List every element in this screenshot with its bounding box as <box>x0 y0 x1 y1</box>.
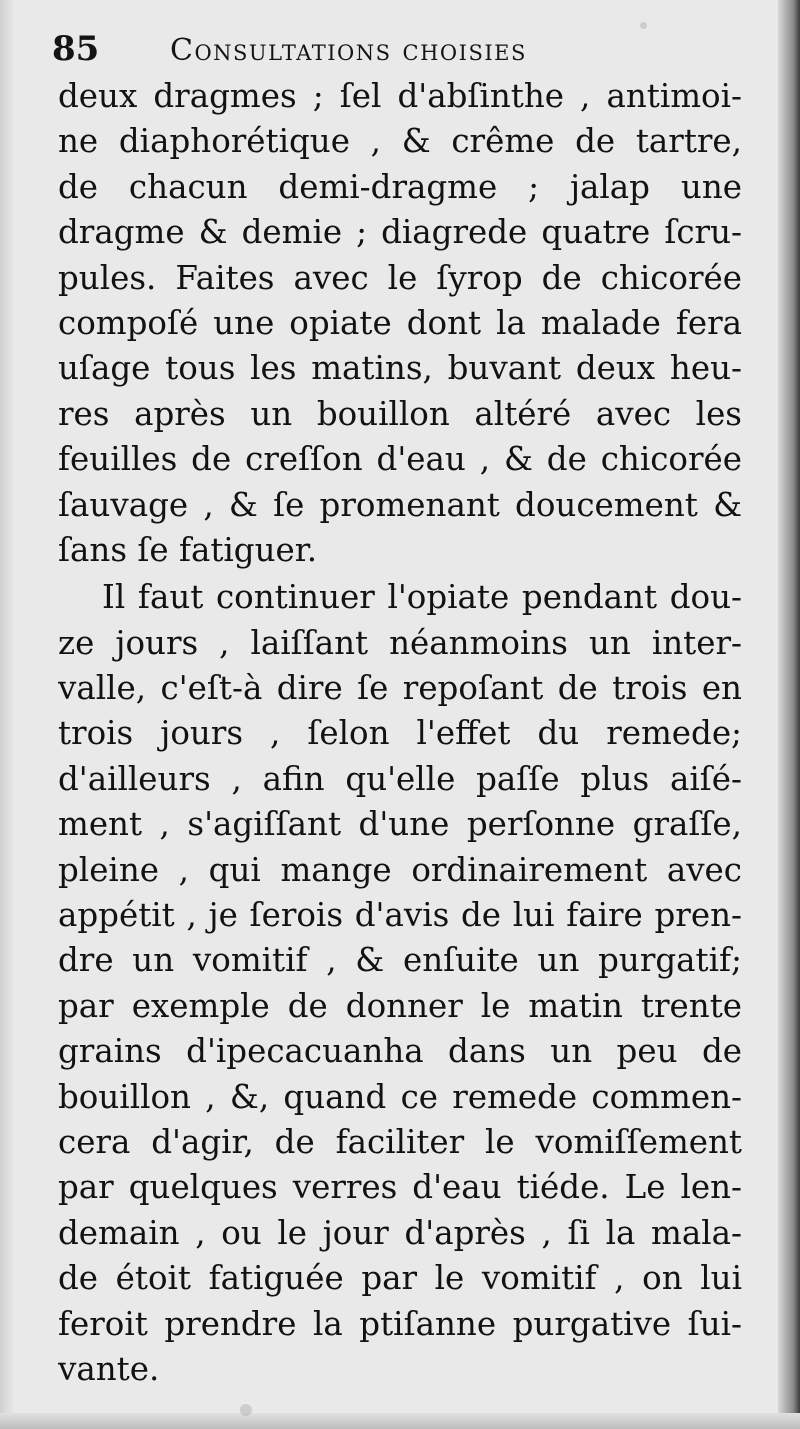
text-line: dre un vomitif , & enſuite un purgatif; <box>58 941 742 980</box>
text-line: appétit , je ſerois d'avis de lui faire pren- <box>58 896 742 935</box>
page-edge-shadow <box>778 0 800 1429</box>
text-line: bouillon , &, quand ce remede commen- <box>58 1077 742 1116</box>
text-line: res après un bouillon altéré avec les <box>58 394 742 433</box>
text-line: ment , s'agiſſant d'une perſonne graſſe, <box>58 805 742 844</box>
text-line: deux dragmes ; ſel d'abſinthe , antimoi- <box>58 77 742 115</box>
body-text <box>58 74 742 1392</box>
text-line: par quelques verres d'eau tiéde. Le len- <box>58 1168 742 1207</box>
page-bottom-edge <box>0 1413 800 1429</box>
text-line: dragme & demie ; diagrede quatre ſcru- <box>58 213 742 252</box>
text-line: par exemple de donner le matin trente <box>58 986 742 1025</box>
text-line: ne diaphorétique , & crême de tartre, <box>58 122 742 161</box>
text-line: compoſé une opiate dont la malade fera <box>58 303 742 342</box>
text-line: pules. Faites avec le ſyrop de chicorée <box>58 258 742 297</box>
text-line: demain , ou le jour d'après , ſi la mala- <box>58 1213 742 1252</box>
text-line: ſans ſe fatiguer. <box>58 530 318 569</box>
text-line: uſage tous les matins, buvant deux heu- <box>58 349 742 388</box>
text-line: feroit prendre la ptiſanne purgative ſui- <box>58 1304 742 1343</box>
text-line: valle, c'eſt-à dire ſe repoſant de trois en <box>58 669 742 708</box>
text-line: pleine , qui mange ordinairement avec <box>58 850 742 889</box>
text-line: vante. <box>58 1349 160 1388</box>
running-head-title: Consultations choisies <box>170 33 527 68</box>
text-line: ze jours , laiſſant néanmoins un inter- <box>58 623 742 662</box>
page-number: 85 <box>52 29 100 69</box>
text-line: Il faut continuer l'opiate pendant dou- <box>102 578 742 617</box>
paragraph <box>58 74 742 573</box>
paragraph <box>58 575 742 1392</box>
text-line: trois jours , ſelon l'effet du remede; <box>58 714 742 753</box>
text-line: d'ailleurs , afin qu'elle paſſe plus aiſé- <box>58 759 742 798</box>
text-line: feuilles de creſſon d'eau , & de chicorée <box>58 440 742 479</box>
text-line: ſauvage , & ſe promenant doucement & <box>58 485 742 524</box>
text-line: grains d'ipecacuanha dans un peu de <box>58 1032 742 1071</box>
text-line: de étoit fatiguée par le vomitif , on lui <box>58 1259 742 1298</box>
page-gutter-shadow <box>0 0 14 1429</box>
text-line: cera d'agir, de faciliter le vomiſſement <box>58 1122 742 1161</box>
text-line: de chacun demi-dragme ; jalap une <box>58 167 742 206</box>
running-header <box>52 26 752 72</box>
ink-speck <box>240 1404 252 1416</box>
